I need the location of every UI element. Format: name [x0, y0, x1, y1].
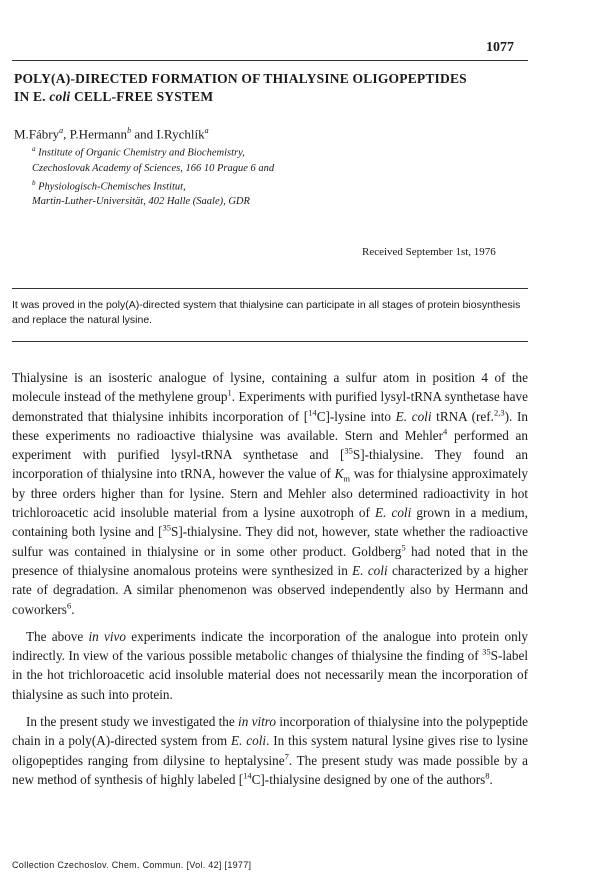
affiliation-a-line-2: Czechoslovak Academy of Sciences, 166 10 Prague 6 and — [32, 162, 275, 174]
km-symbol: K — [334, 466, 344, 482]
title-line-1: POLY(A)-DIRECTED FORMATION OF THIALYSINE OLIGOPEPTIDES — [14, 71, 467, 86]
isotope-number: 14 — [243, 770, 252, 781]
author-hermann: P.Hermann — [69, 126, 128, 142]
in-vitro-term: in vitro — [238, 714, 277, 730]
page-number: 1077 — [486, 40, 514, 55]
author-list: M.Fábry$^a$, P.Hermann$^b$ and I.Rychlík$^a$ — [14, 126, 209, 142]
article-title — [14, 70, 528, 106]
received-date: Received September 1st, 1976 — [362, 246, 496, 258]
affiliation-b-line-1: $^b$ Physiologisch-Chemisches Institut, — [32, 178, 186, 192]
title-line-2-end: CELL-FREE SYSTEM — [70, 89, 214, 104]
author-conjunction: and — [134, 126, 154, 142]
reference-marker: 1 — [227, 387, 232, 398]
article-body — [12, 368, 528, 789]
title-line-2-start: IN E. — [14, 89, 50, 104]
reference-marker: 7 — [284, 751, 289, 762]
journal-footer: Collection Czechoslov. Chem. Commun. [Vol. 42] [1977] — [12, 860, 252, 870]
affiliations — [32, 142, 472, 209]
paragraph-1: Thialysine is an isosteric analogue of lysine, containing a sulfur atom in position 4 of the molecule instead of the methylene group$^1$. Experiments with purified lysyl-tRNA synthetase have demonstrated that thialysine inhibits incorporation of [$^{14}$C]-lysine into E. coli tRNA (ref.$^{2,3}$). In these experiments no radioactive thialysine was available. Stern and Mehler$^4$ performed an experiment with purified lysyl-tRNA synthetase and [$^{35}$S]-thialysine. They found an incorporation of thialysine into tRNA, however the value of $K_m$ was for thialysine approximately by three orders higher than for lysine. Stern and Mehler also determined radioactivity in hot trichloroacetic acid insoluble material from a lysine auxotroph of E. coli grown in a medium, containing both lysine and [$^{35}$S]-thialysine. They did not, however, state whether the radioactive sulfur was contained in thialysine or in some other product. Goldberg$^5$ had noted that in the presence of thialysine anomalous proteins were synthesized in E. coli characterized by a higher rate of degradation. A similar phenomenon was observed independently also by Hermann and coworkers$^6$. — [12, 370, 528, 617]
author-fabry: M.Fábry — [14, 126, 60, 142]
reference-marker: 5 — [401, 542, 406, 553]
abstract-top-rule — [12, 288, 528, 289]
reference-marker: 2,3 — [493, 407, 505, 418]
abstract-bottom-rule — [12, 341, 528, 342]
reference-marker: 4 — [443, 426, 448, 437]
isotope-number: 14 — [308, 407, 317, 418]
abstract: It was proved in the poly(A)-directed system that thialysine can participate in all stages of protein biosynthesis and replace the natural lysine. — [12, 299, 521, 326]
author-rychlik: I.Rychlík — [156, 126, 205, 142]
paragraph-3: In the present study we investigated the in vitro incorporation of thialysine into the polypeptide chain in a poly(A)-directed system from E. coli. In this system natural lysine gives rise to lysine oligopeptides ranging from dilysine to heptalysine$^7$. The present study was made possible by a new method of synthesis of highly labeled [$^{14}$C]-thialysine designed by one of the authors$^8$. — [12, 714, 529, 787]
in-vivo-term: in vivo — [88, 628, 126, 644]
isotope-number: 35 — [162, 522, 172, 533]
isotope-number: 35 — [344, 445, 353, 456]
km-subscript: m — [343, 474, 351, 485]
species-name: E. coli — [352, 562, 388, 578]
affiliation-a-line-1: $^a$ Institute of Organic Chemistry and Biochemistry, — [32, 145, 245, 159]
author-rychlik-mark: a — [204, 126, 209, 135]
affiliation-b-line-2: Martin-Luther-Universität, 402 Halle (Saale), GDR — [32, 196, 250, 207]
author-hermann-mark: b — [127, 126, 132, 135]
author-fabry-mark: a — [59, 126, 64, 135]
reference-marker: 8 — [485, 770, 490, 781]
header-rule — [12, 60, 528, 61]
species-name: E. coli — [375, 505, 412, 521]
title-line-2-italic: coli — [49, 89, 71, 104]
paragraph-2: The above in vivo experiments indicate the incorporation of the analogue into protein only indirectly. In view of the various possible metabolic changes of thialysine the finding of $^{35}$S-label in the hot trichloroacetic acid insoluble material does not necessarily mean the incorporation of thialysine as such into protein. — [12, 628, 528, 702]
isotope-number: 35 — [482, 646, 491, 657]
species-name: E. coli — [231, 733, 267, 749]
species-name: E. coli — [395, 408, 432, 424]
affiliation-b-mark: b — [32, 178, 36, 187]
reference-marker: 6 — [66, 600, 72, 611]
affiliation-a-mark: a — [32, 145, 36, 153]
